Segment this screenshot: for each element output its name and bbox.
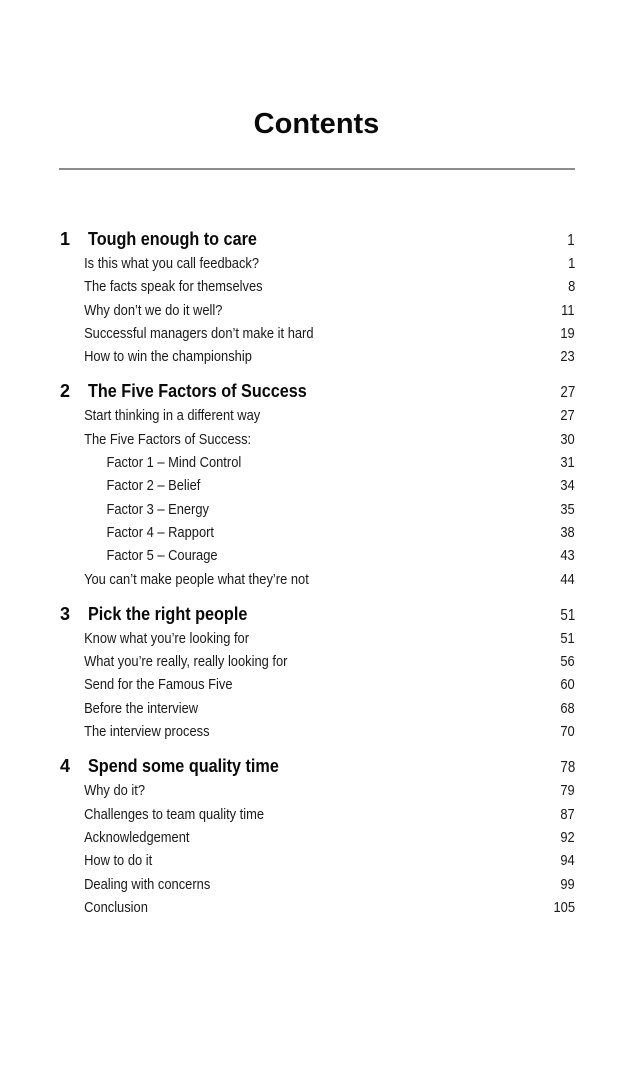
toc-entry[interactable] [60,720,575,743]
page-number: 38 [560,523,575,541]
entry-title: The interview process [84,723,210,741]
page-number: 1 [567,232,575,249]
entry-title: How to win the championship [84,348,252,366]
entry-title: Successful managers don’t make it hard [84,324,314,342]
table-of-contents [60,227,575,930]
entry-title: Factor 2 – Belief [106,477,201,495]
page-number: 51 [560,629,575,647]
page-number: 27 [560,407,575,425]
page-number: 35 [560,500,575,518]
toc-entry[interactable] [60,803,575,826]
page-number: 31 [560,454,575,472]
entry-title: Factor 5 – Courage [106,547,218,565]
chapter-number: 1 [60,229,71,249]
toc-entry[interactable] [60,345,575,368]
chapter-2 [60,379,575,590]
toc-entry[interactable] [60,568,575,591]
chapter-3 [60,602,575,743]
toc-subentry[interactable] [60,451,575,474]
entry-title: Factor 3 – Energy [106,500,209,518]
entry-title: You can’t make people what they’re not [84,570,309,588]
page-number: 60 [560,676,575,694]
page-number: 8 [567,278,575,296]
page-number: 1 [567,255,575,272]
toc-subentry[interactable] [60,521,575,544]
chapter-number: 3 [60,603,71,624]
page-number: 56 [560,653,575,671]
entry-title: Dealing with concerns [84,875,211,893]
toc-entry[interactable] [60,252,575,275]
toc-entry[interactable] [60,826,575,849]
page-number: 99 [560,875,575,893]
entry-title: The facts speak for themselves [84,278,263,296]
page-number: 27 [560,384,575,402]
toc-subentry[interactable] [60,474,575,497]
chapter-1 [60,227,575,368]
chapter-heading[interactable] [60,379,575,404]
entry-title: Before the interview [84,699,199,717]
page-number: 92 [560,828,575,846]
entry-title: Factor 4 – Rapport [106,523,214,541]
chapter-number: 2 [60,381,71,402]
page-number: 68 [560,699,575,717]
entry-title: How to do it [84,852,153,870]
entry-title: Conclusion [84,898,148,916]
toc-entry[interactable] [60,650,575,673]
toc-entry[interactable] [60,322,575,345]
toc-entry[interactable] [60,896,575,919]
page-number: 34 [560,477,575,495]
entry-title: Start thinking in a different way [84,407,261,425]
page-number: 87 [560,805,575,823]
toc-entry[interactable] [60,627,575,650]
chapter-number: 4 [60,756,71,777]
toc-entry[interactable] [60,428,575,451]
toc-entry[interactable] [60,849,575,872]
page-number: 105 [553,898,575,916]
toc-entry[interactable] [60,673,575,696]
entry-title: Is this what you call feedback? [84,255,260,272]
page-number: 51 [560,606,575,624]
page-number: 43 [560,547,575,565]
page-number: 94 [560,852,575,870]
page-number: 44 [560,570,575,588]
toc-subentry[interactable] [60,544,575,567]
chapter-title: Pick the right people [88,603,248,624]
chapter-title: The Five Factors of Success [88,381,307,402]
title-divider [59,168,575,170]
entry-title: Why do it? [84,782,146,800]
page-number: 23 [560,348,575,366]
toc-entry[interactable] [60,697,575,720]
entry-title: Challenges to team quality time [84,805,265,823]
toc-entry[interactable] [60,299,575,322]
entry-title: Send for the Famous Five [84,676,233,694]
chapter-heading[interactable] [60,754,575,779]
page-number: 79 [560,782,575,800]
toc-entry[interactable] [60,404,575,427]
chapter-4 [60,754,575,919]
entry-title: What you’re really, really looking for [84,653,288,671]
entry-title: Factor 1 – Mind Control [106,454,242,472]
chapter-heading[interactable] [60,227,575,252]
chapter-title: Spend some quality time [88,756,279,777]
page-number: 78 [560,759,575,777]
page-number: 30 [560,430,575,448]
toc-entry[interactable] [60,779,575,802]
toc-entry[interactable] [60,873,575,896]
page-number: 11 [561,301,575,319]
page-number: 70 [560,723,575,741]
chapter-title: Tough enough to care [88,229,257,249]
entry-title: The Five Factors of Success: [84,430,252,448]
page-title: Contents [253,108,380,140]
toc-entry[interactable] [60,275,575,298]
entry-title: Why don’t we do it well? [84,301,223,319]
chapter-heading[interactable] [60,602,575,627]
entry-title: Acknowledgement [84,828,190,846]
page-number: 19 [560,324,575,342]
entry-title: Know what you’re looking for [84,629,250,647]
toc-subentry[interactable] [60,498,575,521]
